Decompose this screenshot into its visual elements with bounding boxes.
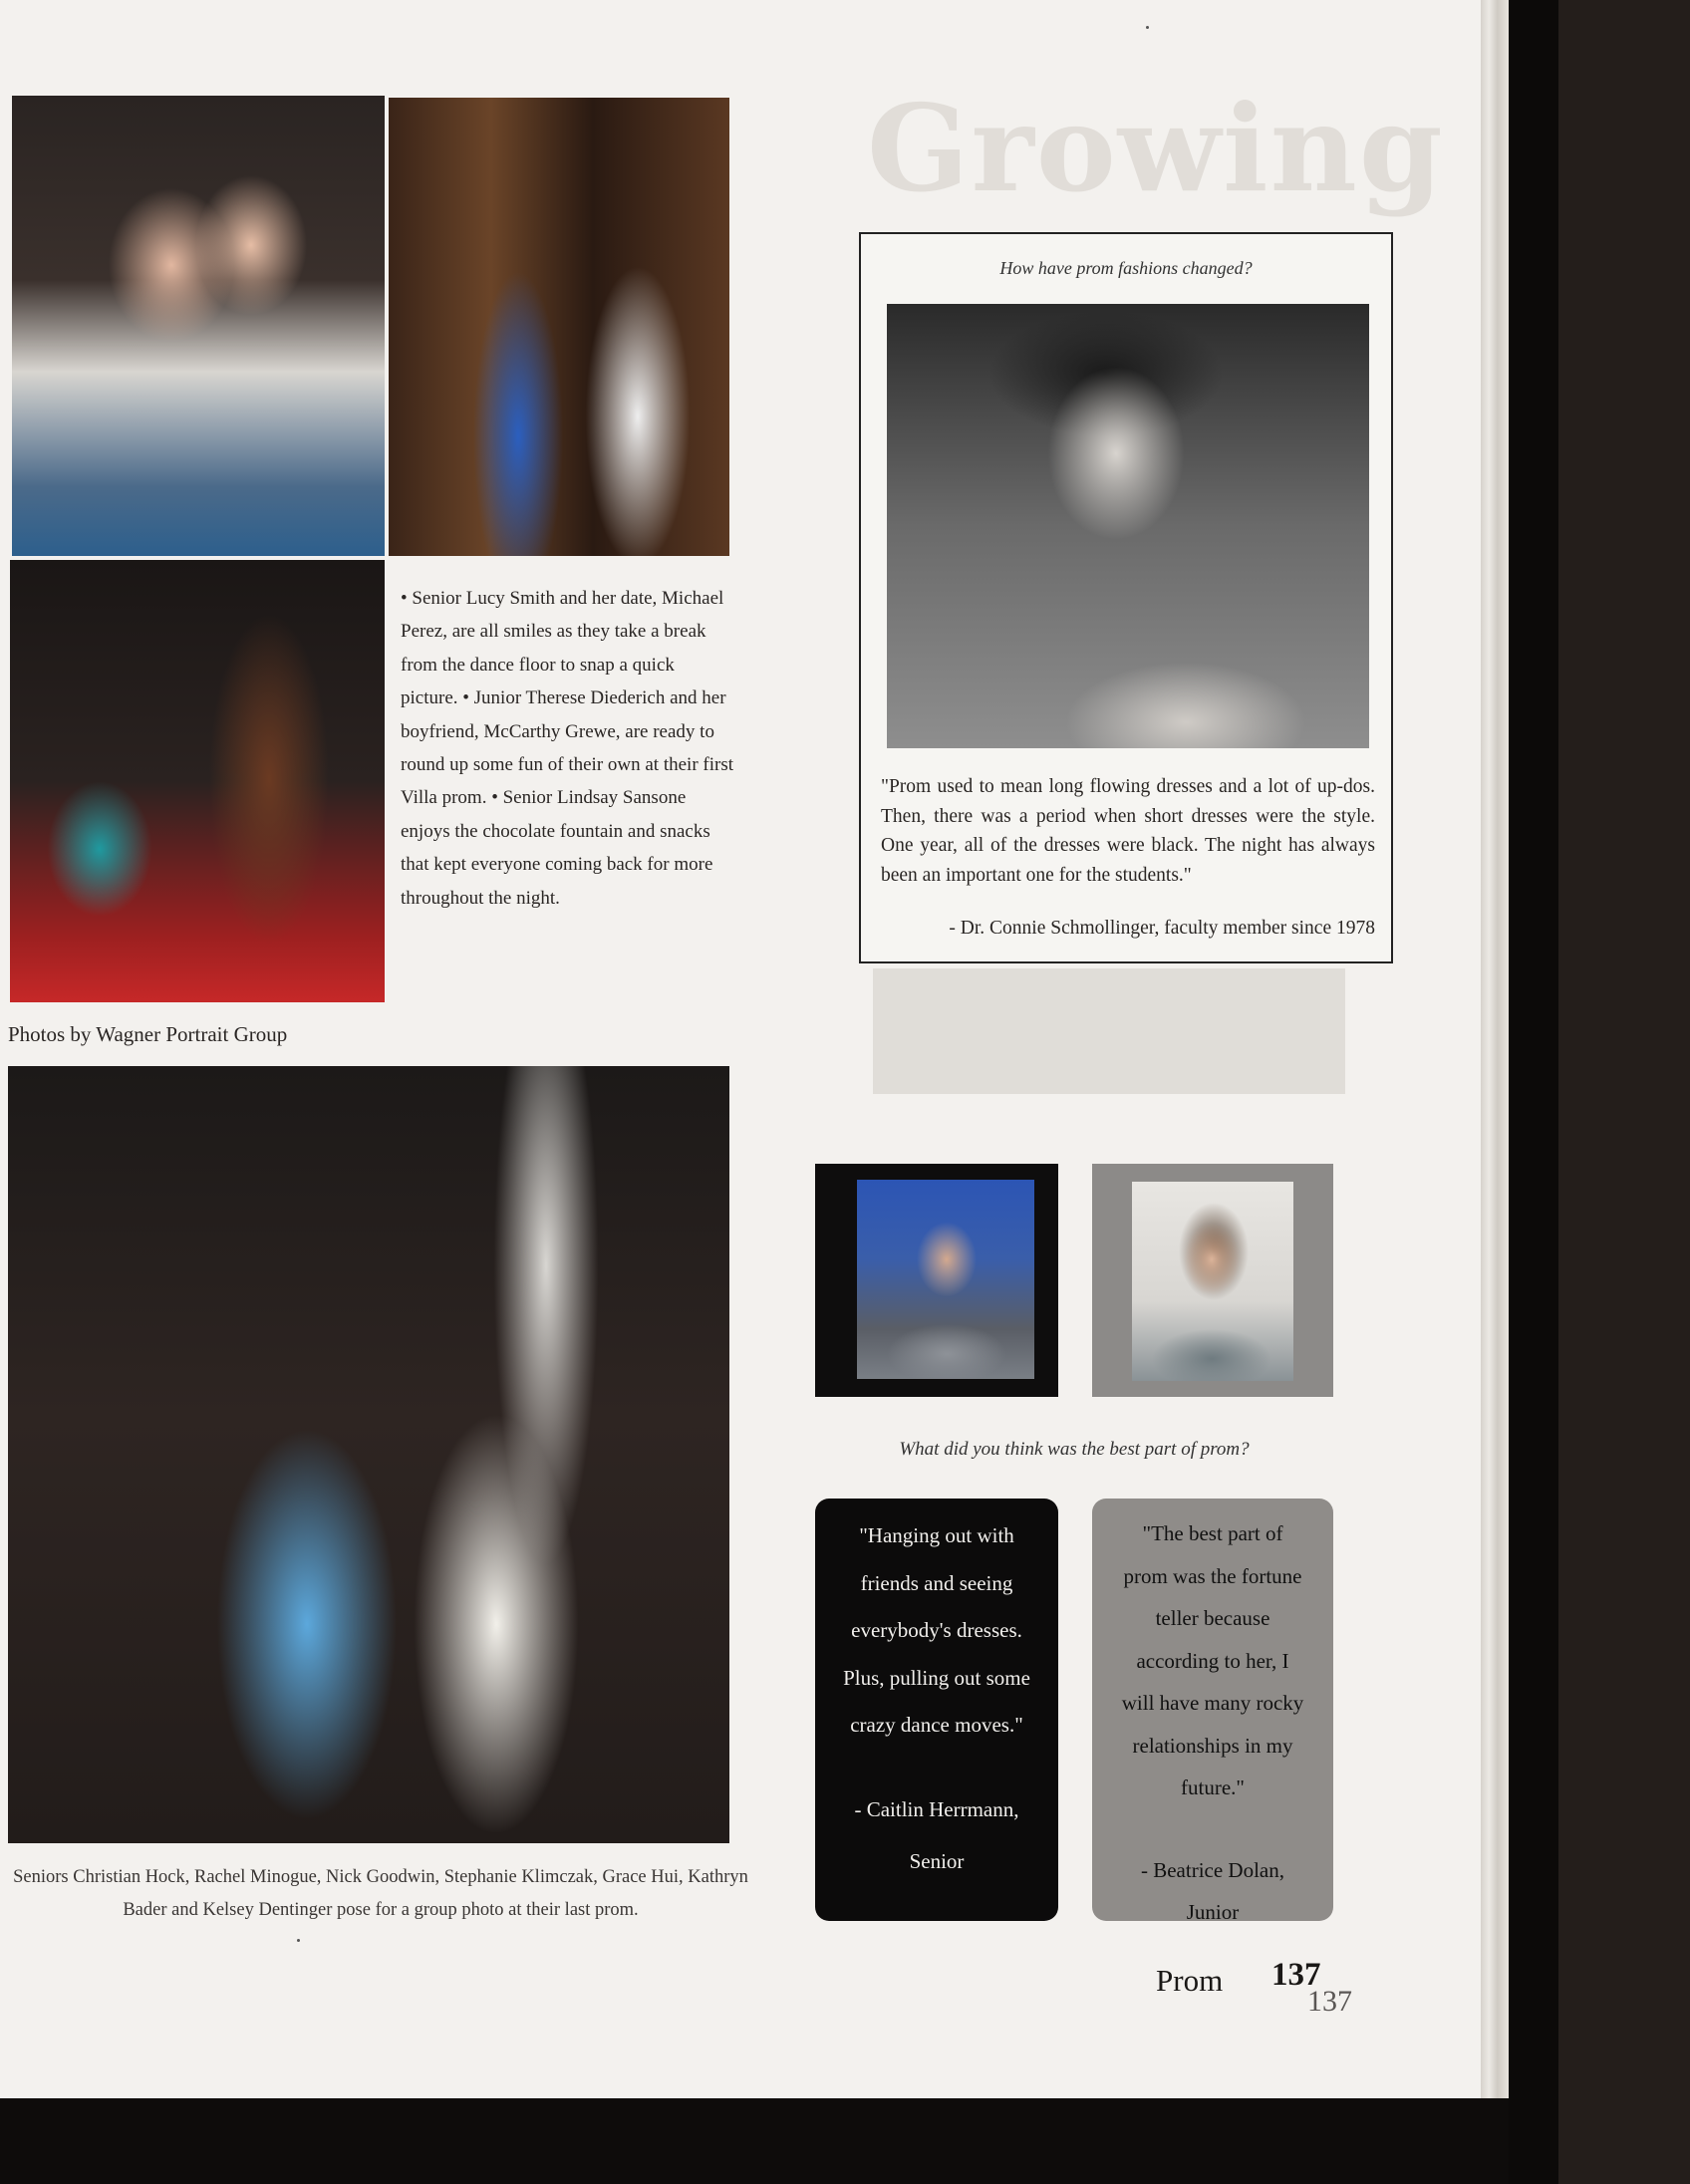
quote-year: Senior — [909, 1848, 965, 1873]
photo-caption-text: • Senior Lucy Smith and her date, Michael Perez, are all smiles as they take a break from the dance floor to snap a quick picture. • Junior Therese Diederich and her boyfriend, McCarthy Grewe, are ready to round up some fun of their own at their first Villa prom. • Senior Lindsay Sansone enjoys the chocolate fountain and snacks that kept everyone coming back for more throughout the night. — [401, 588, 734, 909]
book-spine — [1509, 0, 1558, 2184]
quote-text: "The best part of prom was the fortune teller because according to her, I will have many rocky relationships in my future." — [1121, 1521, 1304, 1799]
quote-name: - Beatrice Dolan, — [1140, 1857, 1285, 1882]
photo-smith-perez — [12, 96, 385, 556]
fashion-question: How have prom fashions changed? — [999, 258, 1253, 278]
quote-card-dolan — [1092, 1499, 1333, 1924]
fashion-quote — [881, 772, 1375, 890]
headshot-dolan — [1092, 1164, 1333, 1397]
photo-senior-group — [8, 1066, 729, 1843]
bleed-through-title: Growing — [867, 79, 1445, 219]
fashion-attribution: - Dr. Connie Schmollinger, faculty member since 1978 — [949, 918, 1375, 939]
quote-name: - Caitlin Herrmann, — [854, 1796, 1019, 1821]
footer-section-title: Prom — [1156, 1963, 1224, 1998]
under-page-shadow — [0, 2098, 1509, 2184]
photo-caption — [401, 582, 735, 915]
book-cover — [1558, 0, 1690, 2184]
quote-text: "Hanging out with friends and seeing everybody's dresses. Plus, pulling out some crazy dance moves." — [843, 1523, 1030, 1737]
footer-page-number: 137 — [1271, 1957, 1321, 1993]
photo-credit: Photos by Wagner Portrait Group — [8, 1022, 288, 1046]
headshot-herrmann — [815, 1164, 1058, 1397]
photo-chocolate-fountain — [10, 560, 385, 1002]
speck — [1146, 26, 1149, 29]
fashion-quote-text: "Prom used to mean long flowing dresses and a lot of up-dos. Then, there was a period when short dresses were the style. One year, all of the dresses were black. The night has always been an important one for the students." — [881, 776, 1375, 886]
speck — [297, 1939, 300, 1942]
bleed-through-block — [873, 968, 1345, 1094]
headshot-dolan-photo — [1132, 1182, 1293, 1381]
best-part-question: What did you think was the best part of prom? — [899, 1439, 1250, 1460]
headshot-herrmann-photo — [857, 1180, 1034, 1379]
page-edge — [1481, 0, 1509, 2104]
footer-page-number-echo: 137 — [1307, 1985, 1352, 2018]
group-photo-caption: Seniors Christian Hock, Rachel Minogue, Nick Goodwin, Stephanie Klimczak, Grace Hui, Kathryn Bader and Kelsey Dentinger pose for a group photo at their last prom. — [13, 1867, 748, 1920]
fashion-sidebar — [859, 232, 1393, 963]
quote-year: Junior — [1186, 1899, 1240, 1924]
quote-card-herrmann — [815, 1499, 1058, 1921]
photo-faculty-vintage — [887, 304, 1369, 748]
photo-diederich-grewe — [389, 98, 729, 556]
